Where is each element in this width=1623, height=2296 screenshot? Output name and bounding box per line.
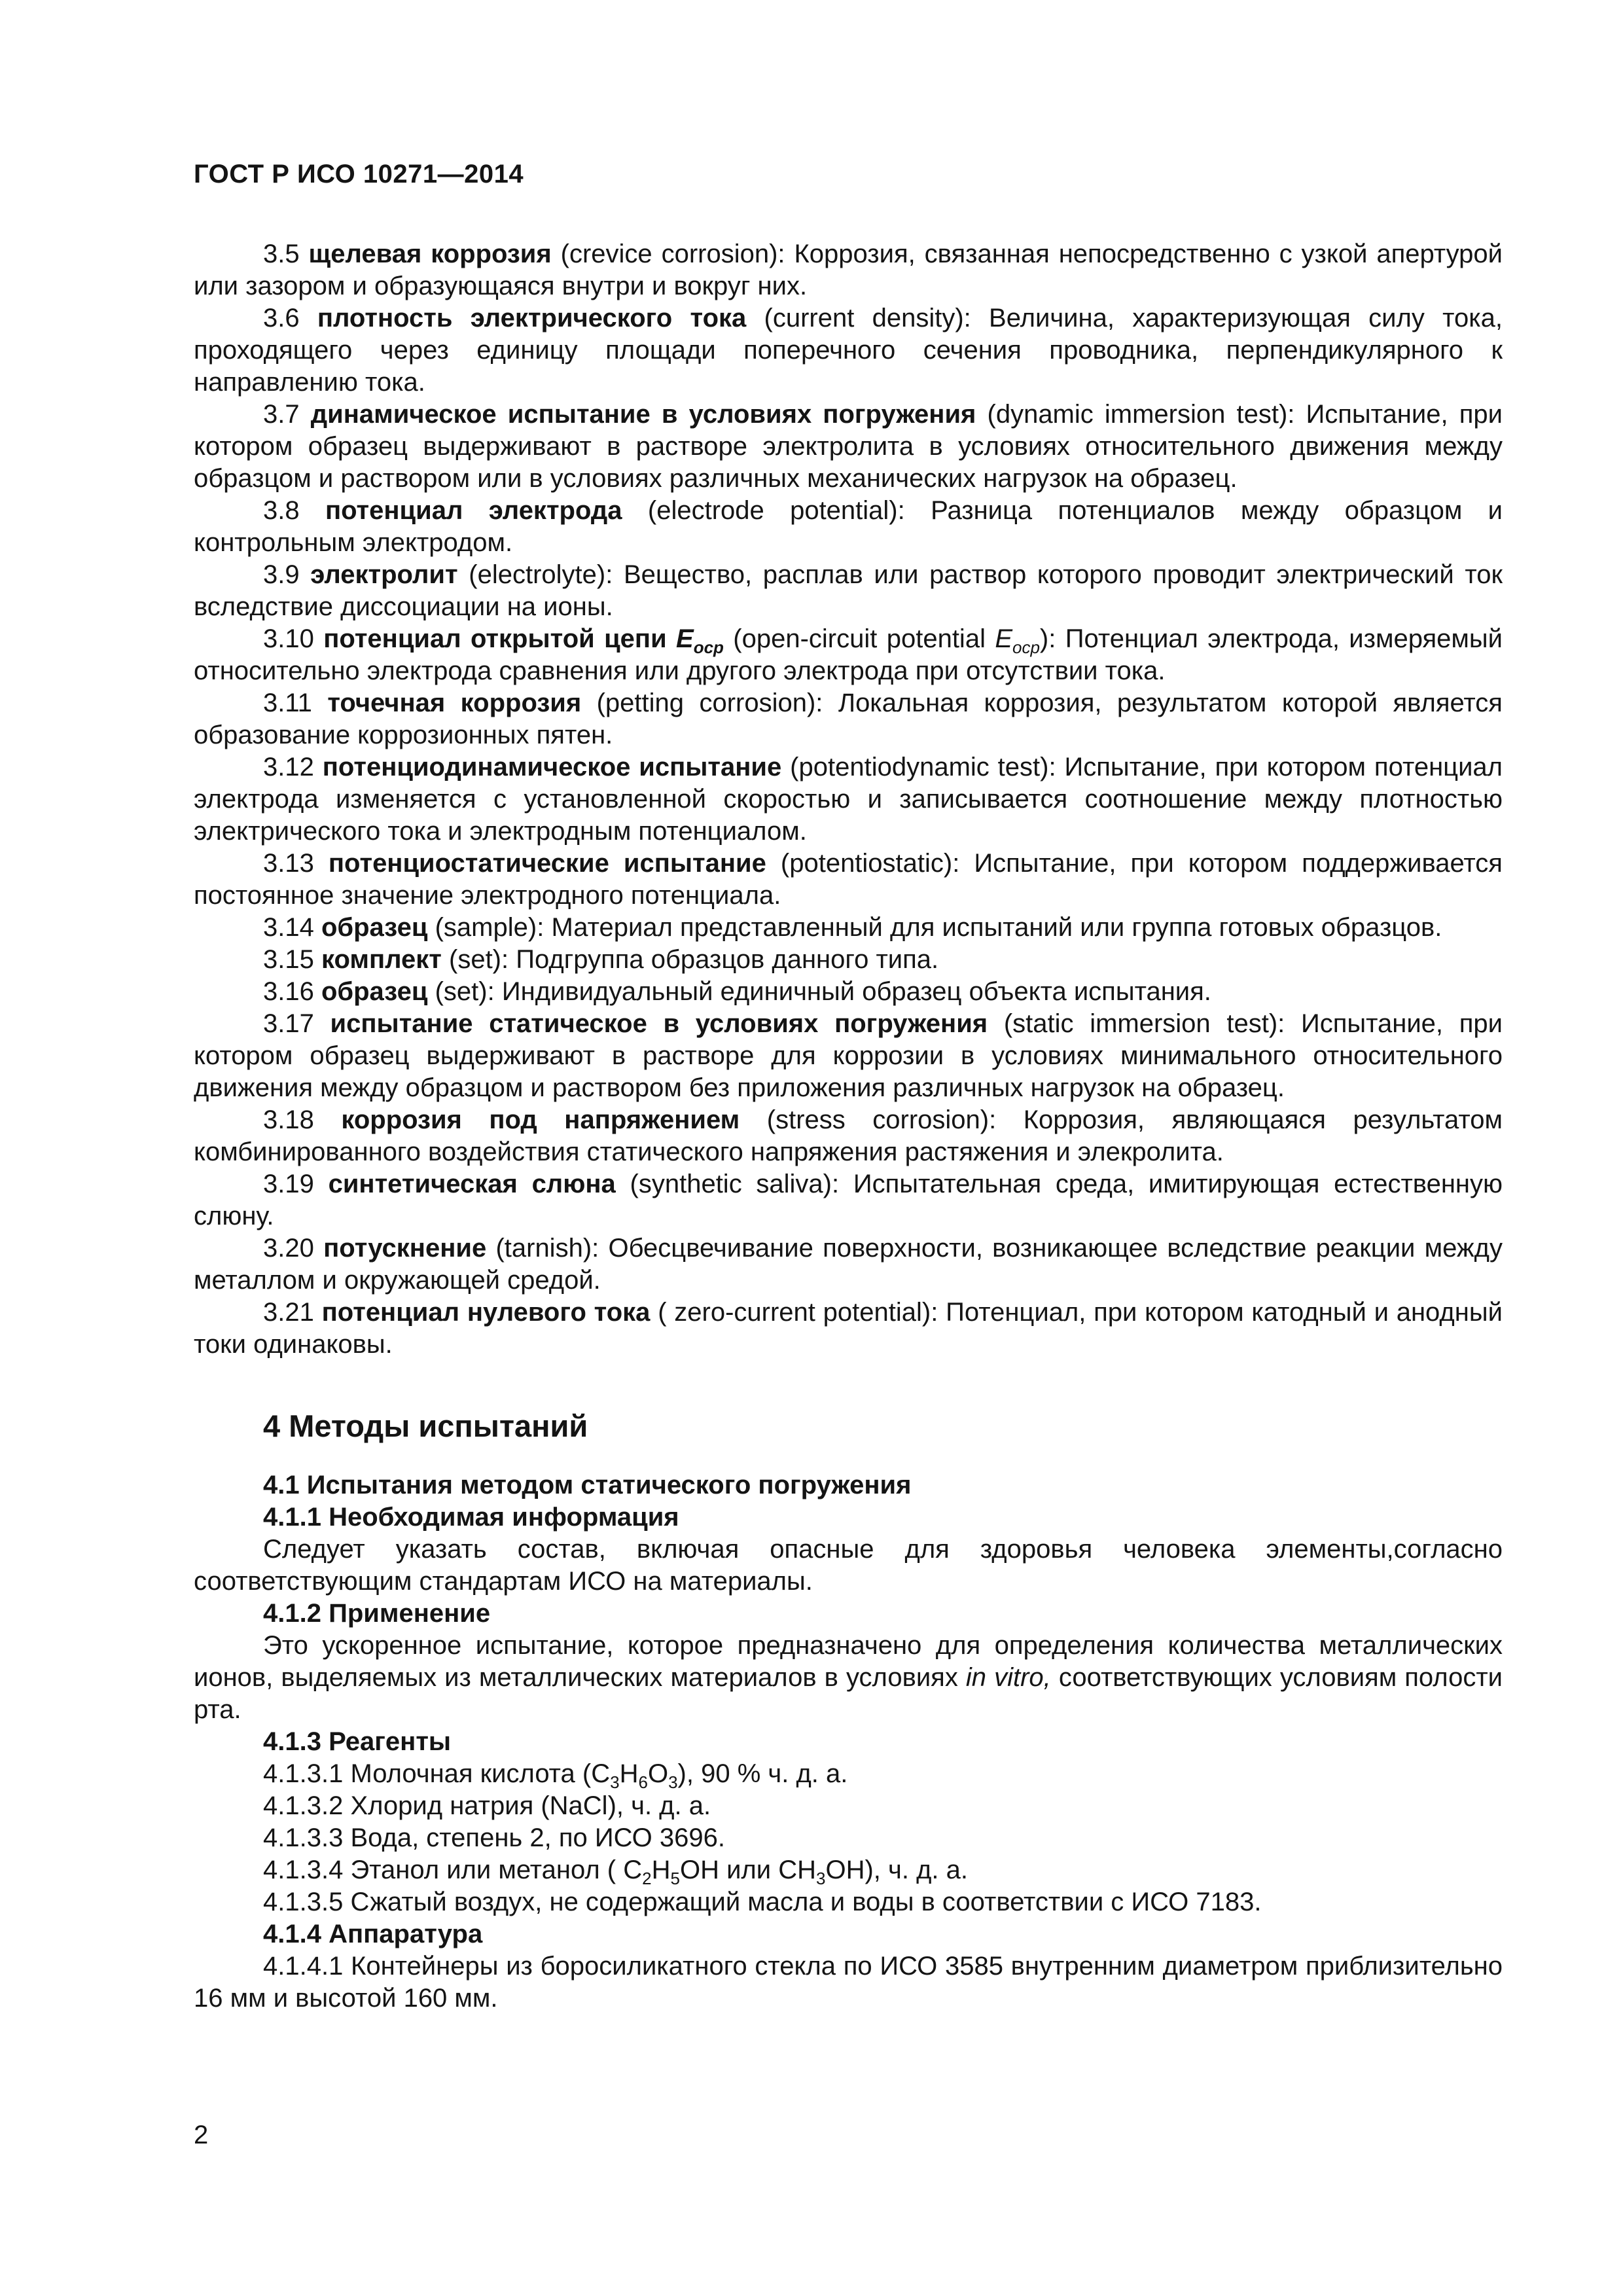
section-4-1-3-heading: 4.1.3 Реагенты	[263, 1727, 452, 1756]
definition-item	[194, 848, 1503, 912]
definitions-list	[194, 238, 1503, 1361]
definition-item	[194, 912, 1503, 944]
definition-text: Коррозия, связанная непосредственно с узкой апертурой или зазором и образующаяся внутри и вокруг них.	[194, 240, 1503, 300]
definition-term: потенциал нулевого тока	[321, 1298, 651, 1327]
definition-term: испытание статическое в условиях погружения	[330, 1009, 988, 1038]
definition-item	[194, 751, 1503, 848]
definition-english: ( zero-current potential):	[658, 1298, 938, 1327]
definition-term: коррозия под напряжением	[341, 1105, 740, 1134]
definition-item	[194, 976, 1503, 1008]
definition-term: потускнение	[323, 1234, 487, 1263]
definition-text: Подгруппа образцов данного типа.	[516, 945, 939, 974]
definition-english: (petting corrosion):	[596, 689, 823, 717]
definition-term: образец	[321, 977, 428, 1006]
definition-term: потенциал электрода	[325, 496, 622, 525]
definition-number: 3.19	[263, 1170, 314, 1198]
definition-term: точечная коррозия	[327, 689, 582, 717]
definition-text: Коррозия, являющаяся результатом комбинированного воздействия статического напряжения растяжения и элекролита.	[194, 1105, 1503, 1166]
reagent-water: 4.1.3.3 Вода, степень 2, по ИСО 3696.	[263, 1823, 725, 1852]
definition-text: Величина, характеризующая силу тока, проходящего через единицу площади поперечного сечения проводника, перпендикулярного к направлению тока.	[194, 304, 1503, 397]
reagent-lactic-acid: 4.1.3.1 Молочная кислота $(C_3H_6O_3)$, 90 % ч. д. а.	[263, 1759, 848, 1792]
document-header: ГОСТ Р ИСО 10271—2014	[194, 160, 524, 188]
definition-text: Испытание, при котором образец выдерживают в растворе для коррозии в условиях минимального относительного движения между образцом и раствором без приложения различных нагрузок на образец.	[194, 1009, 1503, 1102]
definition-item	[194, 1104, 1503, 1168]
definition-item	[194, 687, 1503, 751]
definition-number: 3.15	[263, 945, 314, 974]
definition-symbol: E	[995, 624, 1012, 653]
definition-text: Вещество, расплав или раствор которого проводит электрический ток вследствие диссоциации на ионы.	[194, 560, 1503, 621]
definition-item	[194, 399, 1503, 495]
definition-number: 3.10	[263, 624, 314, 653]
definition-english: (electrolyte):	[469, 560, 613, 589]
definition-term: комплект	[321, 945, 442, 974]
definition-english: (open-circuit potential	[733, 624, 986, 653]
definition-text: Испытание, при котором потенциал электрода изменяется с установленной скоростью и записывается соотношение между плотностью электрического тока и электродным потенциалом.	[194, 753, 1503, 846]
reagent-compressed-air: 4.1.3.5 Сжатый воздух, не содержащий масла и воды в соответствии с ИСО 7183.	[263, 1888, 1262, 1916]
definition-text: Потенциал, при котором катодный и анодный токи одинаковы.	[194, 1298, 1503, 1359]
definition-english: (crevice corrosion):	[560, 240, 785, 268]
definition-item	[194, 302, 1503, 399]
definition-text: Испытательная среда, имитирующая естественную слюну.	[194, 1170, 1503, 1230]
definition-english: (tarnish):	[495, 1234, 599, 1263]
definition-symbol: E	[676, 624, 694, 653]
section-4-1-heading: 4.1 Испытания методом статического погружения	[263, 1471, 912, 1499]
definition-term: плотность электрического тока	[317, 304, 747, 332]
section-4-1-2-heading: 4.1.2 Применение	[263, 1599, 491, 1628]
definition-item	[194, 944, 1503, 976]
definition-text: Локальная коррозия, результатом которой является образование коррозионных пятен.	[194, 689, 1503, 749]
definition-english: (set):	[435, 977, 495, 1006]
definition-symbol-subscript: ocp	[1012, 637, 1040, 657]
section-4-1-1-heading: 4.1.1 Необходимая информация	[263, 1503, 679, 1532]
definition-term: образец	[321, 913, 428, 942]
definition-item	[194, 1008, 1503, 1104]
definition-number: 3.16	[263, 977, 314, 1006]
definition-english: (potentiostatic):	[780, 849, 960, 878]
definition-english: (synthetic saliva):	[630, 1170, 840, 1198]
definition-item	[194, 623, 1503, 687]
definition-term: электролит	[310, 560, 458, 589]
definition-text: Разница потенциалов между образцом и контрольным электродом.	[194, 496, 1503, 557]
definition-number: 3.18	[263, 1105, 314, 1134]
definition-text: Испытание, при котором образец выдерживают в растворе электролита в условиях относительного движения между образцом и раствором или в условиях различных механических нагрузок на образец.	[194, 400, 1503, 493]
definition-symbol-subscript: ocp	[693, 637, 724, 657]
section-4-1-2-text: Это ускоренное испытание, которое предназначено для определения количества металлических ионов, выделяемых из металлических материалов в условиях in vitro, соответствующих условиям полости рта.	[194, 1631, 1503, 1724]
definition-item	[194, 1168, 1503, 1232]
definition-number: 3.13	[263, 849, 314, 878]
definition-english: (potentiodynamic test):	[790, 753, 1056, 781]
definition-number: 3.14	[263, 913, 314, 942]
definition-english: (electrode potential):	[647, 496, 905, 525]
section-4-1-1-text: Следует указать состав, включая опасные для здоровья человека элементы,согласно соответствующим стандартам ИСО на материалы.	[194, 1535, 1503, 1596]
definition-number: 3.17	[263, 1009, 314, 1038]
definition-item	[194, 559, 1503, 623]
definition-text: Потенциал электрода, измеряемый относительно электрода сравнения или другого электрода при отсутствии тока.	[194, 624, 1503, 685]
definition-english: (sample):	[435, 913, 544, 942]
reagent-ethanol-methanol: 4.1.3.4 Этанол или метанол ( $C_2H_5OH$ или $CH_3OH$), ч. д. а.	[263, 1856, 968, 1888]
definition-number: 3.7	[263, 400, 300, 429]
definition-text: Материал представленный для испытаний или группа готовых образцов.	[551, 913, 1442, 942]
definition-term: динамическое испытание в условиях погружения	[310, 400, 976, 429]
definition-item	[194, 1297, 1503, 1361]
definition-item	[194, 1232, 1503, 1297]
definition-text: Индивидуальный единичный образец объекта испытания.	[501, 977, 1211, 1006]
definition-text: Испытание, при котором поддерживается постоянное значение электродного потенциала.	[194, 849, 1503, 910]
definition-number: 3.11	[263, 689, 312, 717]
definition-english: (stress corrosion):	[766, 1105, 997, 1134]
definition-number: 3.21	[263, 1298, 314, 1327]
definition-number: 3.20	[263, 1234, 314, 1263]
section-4-heading: 4 Методы испытаний	[263, 1408, 588, 1443]
definition-item	[194, 238, 1503, 302]
definition-item	[194, 495, 1503, 559]
definition-english: (current density):	[764, 304, 971, 332]
definition-term: потенциал открытой цепи	[323, 624, 667, 653]
definition-number: 3.6	[263, 304, 300, 332]
definition-number: 3.8	[263, 496, 300, 525]
definition-english: (static immersion test):	[1003, 1009, 1285, 1038]
definition-english: (set):	[449, 945, 509, 974]
reagent-sodium-chloride: 4.1.3.2 Хлорид натрия (NaCl), ч. д. а.	[263, 1791, 711, 1820]
definition-text: Обесцвечивание поверхности, возникающее вследствие реакции между металлом и окружающей средой.	[194, 1234, 1503, 1295]
definition-number: 3.9	[263, 560, 300, 589]
definition-term: потенциодинамическое испытание	[322, 753, 782, 781]
page-number: 2	[194, 2121, 209, 2149]
section-4-1-4-heading: 4.1.4 Аппаратура	[263, 1920, 483, 1948]
apparatus-containers: 4.1.4.1 Контейнеры из боросиликатного стекла по ИСО 3585 внутренним диаметром приблизительно 16 мм и высотой 160 мм.	[194, 1952, 1503, 2013]
definition-term: потенциостатические испытание	[328, 849, 766, 878]
definition-number: 3.5	[263, 240, 300, 268]
document-body	[194, 238, 1503, 2015]
definition-number: 3.12	[263, 753, 314, 781]
definition-english: (dynamic immersion test):	[987, 400, 1295, 429]
definition-english: ):	[1039, 624, 1056, 653]
definition-term: синтетическая слюна	[328, 1170, 616, 1198]
definition-term: щелевая коррозия	[308, 240, 552, 268]
